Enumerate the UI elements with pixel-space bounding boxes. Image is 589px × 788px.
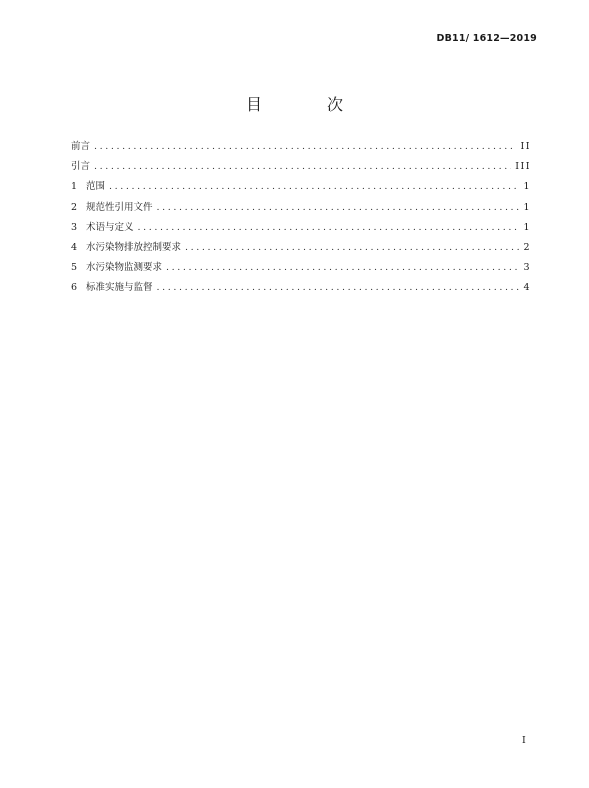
toc-leader-dots <box>94 161 511 172</box>
toc-entry-number: 2 <box>71 201 78 213</box>
toc-entry-label: 引言 <box>71 161 91 173</box>
toc-entry-page: 2 <box>523 241 531 253</box>
toc-entry-text: 术语与定义 <box>86 221 134 233</box>
table-of-contents <box>71 138 531 300</box>
toc-leader-dots <box>109 181 519 192</box>
toc-entry-text: 标准实施与监督 <box>86 282 153 294</box>
toc-entry-page: 1 <box>523 221 531 233</box>
toc-entry-foreword[interactable] <box>71 138 531 158</box>
toc-leader-dots <box>138 222 520 233</box>
document-code: DB11/ 1612—2019 <box>436 33 537 44</box>
toc-entry-text: 规范性引用文件 <box>86 201 153 213</box>
toc-entry-page: II <box>520 141 531 152</box>
toc-entry-number: 3 <box>71 221 78 233</box>
toc-entry-page: III <box>515 161 531 173</box>
page-number: I <box>522 735 526 746</box>
toc-entry-page: 4 <box>523 282 531 294</box>
toc-entry-label <box>71 279 153 293</box>
toc-entry-page: 3 <box>523 262 531 274</box>
toc-entry-discharge-control[interactable] <box>71 239 531 259</box>
toc-entry-normative-references[interactable] <box>71 199 531 219</box>
toc-entry-scope[interactable] <box>71 178 531 198</box>
toc-entry-implementation[interactable] <box>71 279 531 299</box>
toc-entry-terms-definitions[interactable] <box>71 219 531 239</box>
toc-title: 目 次 <box>245 95 374 114</box>
toc-entry-label: 前言 <box>71 141 91 152</box>
toc-leader-dots <box>94 141 516 152</box>
toc-leader-dots <box>166 262 519 273</box>
toc-entry-label <box>71 259 162 273</box>
toc-entry-text: 水污染物排放控制要求 <box>86 241 182 253</box>
toc-entry-number: 6 <box>71 282 78 294</box>
toc-entry-label <box>71 219 134 233</box>
toc-entry-text: 范围 <box>86 181 106 193</box>
toc-entry-label <box>71 239 181 253</box>
toc-entry-page: 1 <box>523 201 531 213</box>
toc-entry-label <box>71 199 153 213</box>
toc-leader-dots <box>157 202 520 213</box>
toc-entry-number: 4 <box>71 241 78 253</box>
toc-entry-introduction[interactable] <box>71 158 531 178</box>
toc-entry-number: 5 <box>71 262 78 274</box>
toc-leader-dots <box>185 242 519 253</box>
toc-entry-label <box>71 178 105 192</box>
toc-entry-text: 水污染物监测要求 <box>86 262 163 274</box>
toc-entry-number: 1 <box>71 181 78 193</box>
toc-entry-page: 1 <box>523 181 531 193</box>
toc-leader-dots <box>157 282 520 293</box>
toc-entry-monitoring[interactable] <box>71 259 531 279</box>
